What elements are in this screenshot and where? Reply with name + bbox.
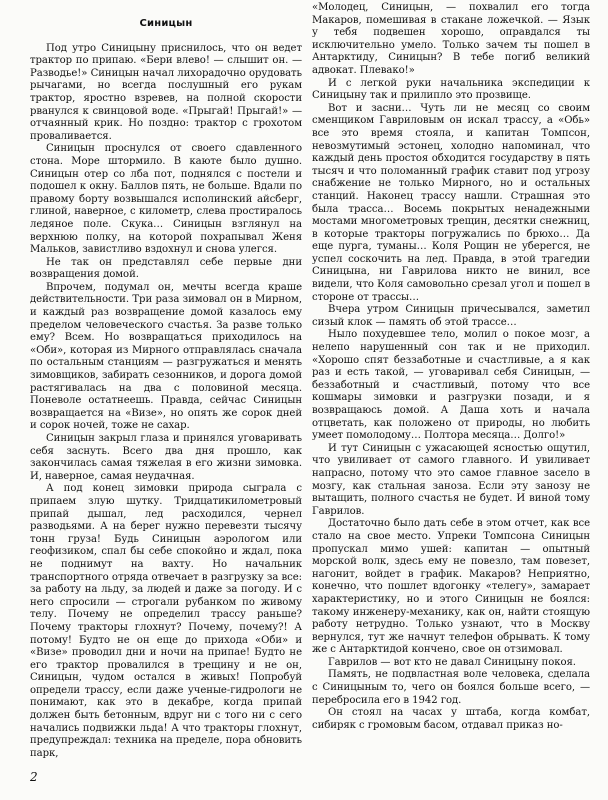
- paragraph: Гаврилов — вот кто не давал Синицыну покоя.: [328, 656, 576, 668]
- paragraph: И с легкой руки начальника экспедиции к Синицыну так и прилипло это прозвище.: [312, 77, 590, 102]
- paragraph: Синицын закрыл глаза и принялся уговаривать себя заснуть. Всего два дня прошло, как закончилась самая тяжелая в его жизни зимовка. И, наверное, самая неудачная.: [30, 433, 302, 482]
- paragraph: Не так он представлял себе первые дни возвращения домой.: [30, 256, 302, 281]
- paragraph: Память, не подвластная воле человека, сделала с Синицыным то, чего он боялся больше всего, — перебросила его в 1942 год.: [312, 669, 590, 706]
- paragraph: Под утро Синицыну приснилось, что он ведет трактор по припаю. «Бери влево! — слышит он. — Разводье!» Синицын начал лихорадочно орудовать рычагами, но всегда послушный его рукам трактор, яростно взревев, на полной скорости рванулся к свинцовой воде. «Прыгай! Прыгай!» — отчаянный крик. Но поздно: трактор с грохотом проваливается.: [30, 42, 302, 142]
- paragraph: Синицын проснулся от своего сдавленного стона. Море штормило. В каюте было душно. Синицын отер со лба пот, поднялся с постели и подошел к окну. Баллов пять, не больше. Вдали по правому борту возвышался исполинский айсберг, глиной, наверное, с километр, слева простиралось ледяное поле. Скука… Синицын взглянул на верхнюю полку, на которой похрапывал Женя Мальков, завистливо вздохнул и снова улегся.: [30, 143, 302, 256]
- paragraph: Вчера утром Синицын причесывался, заметил сизый клок — память об этой трассе…: [312, 304, 590, 328]
- paragraph: Достаточно было дать себе в этом отчет, как все стало на свое место. Упреки Томпсона Синицын пропускал мимо ушей: капитан — опытный морской волк, здесь ему не повезло, там повезет, нагонит, войдет в график. Макаров? Неприятно, конечно, что пошлет вдогонку «телегу», замарает характеристику, но и этого Синицын не боялся: такому инженеру-механику, как он, найти стоящую работу нетрудно. Только узнают, что в Москву вернулся, тут же начнут телефон обрывать. К тому же с Антарктидой кончено, свое он отзимовал.: [312, 518, 590, 656]
- left-column: [30, 18, 302, 760]
- paragraph: И тут Синицын с ужасающей ясностью ощутил, что увиливает от самого главного. И увиливает напрасно, потому что это самое главное засело в мозгу, как стальная заноза. Если эту занозу не вытащить, полного счастья не будет. И виной тому Гаврилов.: [312, 442, 590, 517]
- paragraph: «Молодец, Синицын, — похвалил его тогда Макаров, помешивая в стакане ложечкой. — Язык у тебя подвешен хорошо, оправдался ты исключительно умело. Только зачем ты пошел в Антарктиду, Синицын? В тебе погиб великий адвокат. Плевако!»: [312, 2, 590, 76]
- paragraph: А под конец зимовки природа сыграла с припаем злую шутку. Тридцатикилометровый припай дышал, лед расходился, чернел разводьями. А на берег нужно перевезти тысячу тонн груза! Будь Синицын аэрологом или геофизиком, спал бы себе спокойно и ждал, пока не поднимут на вахту. Но начальник транспортного отряда отвечает в разгрузку за все: за работу на льду, за людей и даже за погоду. И с него спросили — строгали рубанком по живому телу. Почему не определил трассу раньше? Почему тракторы глохнут? Почему, почему?! А потому! Будто не он еще до прихода «Оби» и «Визе» проводил дни и ночи на припае! Будто не его трактор провалился в трещину и не он, Синицын, чудом остался в живых! Попробуй определи трассу, если даже ученые-гидрологи не понимают, как это в декабре, когда припай должен быть бетонным, вдруг ни с того ни с сего начались подвижки льда! А что тракторы глохнут, предупреждал: техника на пределе, пора обновить парк,: [30, 483, 302, 759]
- chapter-title: Синицын: [139, 18, 193, 29]
- paragraph: Он стоял на часах у штаба, когда комбат, сибиряк с громовым басом, отдавал приказ но-: [312, 707, 590, 731]
- paragraph: Впрочем, подумал он, мечты всегда краше действительности. Три раза зимовал он в Мирном, и каждый раз возвращение домой казалось ему пределом человеческого счастья. За разве только ему? Всем. Но возвращаться приходилось на «Оби», которая из Мирного отправлялась сначала по остальным станциям — разгружаться и менять зимовщиков, забирать сезонников, и дорога домой растягивалась на два с половиной месяца. Поневоле остатнеешь. Правда, сейчас Синицын возвращается на «Визе», но опять же сорок дней и сорок ночей, тоже не сахар.: [30, 281, 302, 432]
- paragraph: Ныло похудевшее тело, молил о покое мозг, а нелепо нарушенный сон так и не приходил. «Хорошо спят беззаботные и счастливые, а я как раз и есть такой, — уговаривал себя Синицын, — беззаботный и счастливый, потому что все кошмары зимовки и разгрузки позади, и я возвращаюсь домой. А Даша хоть и начала отцветать, как положено от природы, но любить умеет помолодому… Полтора месяца… Долго!»: [312, 329, 590, 442]
- right-column: [312, 2, 590, 732]
- page-number: 2: [30, 770, 38, 784]
- paragraph: Вот и засни… Чуть ли не месяц со своим сменщиком Гавриловым он искал трассу, а «Обь» все это время стояла, и капитан Томпсон, невозмутимый эстонец, холодно напоминал, что каждый день простоя обходится государству в пять тысяч и что поломанный график ставит под угрозу снабжение не только Мирного, но и остальных станций. Наконец трассу нашли. Страшная это была трасса… Восемь покрытых ненадежными мостами многометровых трещин, десятки снежниц, в которые тракторы погружались по брюхо… Да еще пурга, туманы… Коля Рощин не уберегся, не успел соскочить на лед. Правда, в этой трагедии Синицына, ни Гаврилова никто не винил, все видели, что Коля самовольно срезал угол и пошел в стороне от трассы…: [312, 102, 590, 303]
